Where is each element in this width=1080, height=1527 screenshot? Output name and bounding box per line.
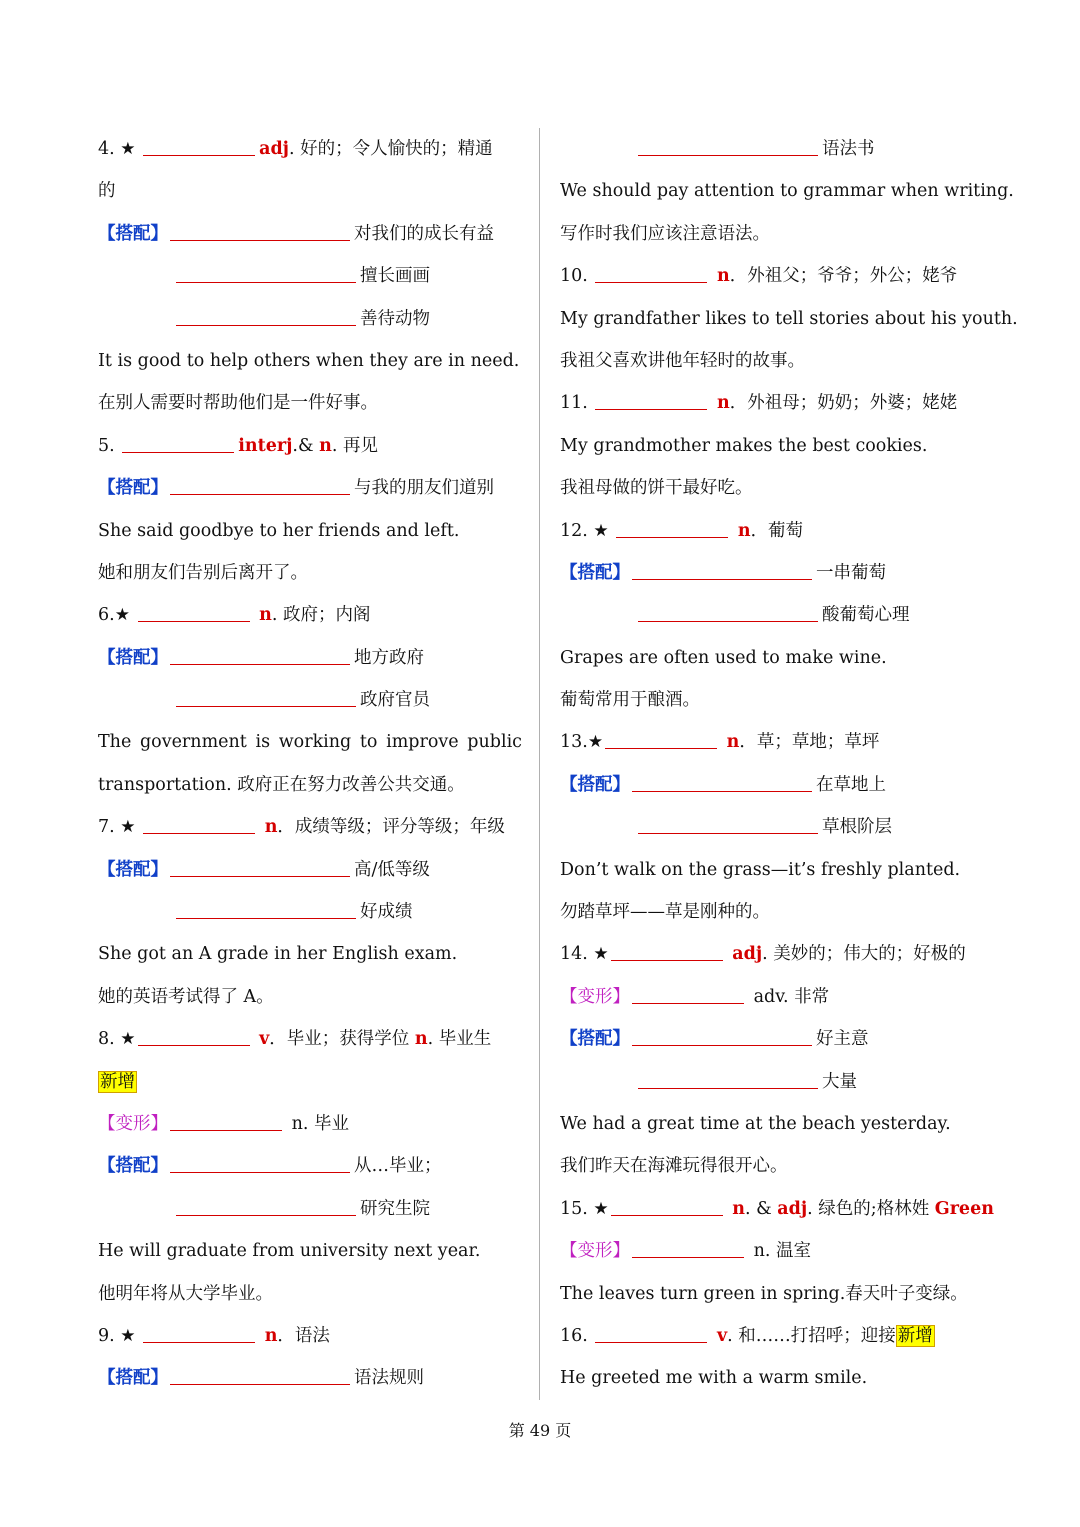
example-sentence-justified <box>98 721 522 763</box>
part-of-speech: n <box>717 393 730 414</box>
collocation-meaning: 研究生院 <box>360 1198 430 1219</box>
entry-number: 9. <box>98 1325 115 1346</box>
answer-blank[interactable] <box>170 644 350 665</box>
entry-7-header <box>98 806 522 848</box>
example-sentence: He greeted me with a warm smile. <box>560 1368 868 1389</box>
answer-blank[interactable] <box>611 940 723 961</box>
entry-11-header <box>560 382 990 424</box>
definition: . 和……打招呼；迎接 <box>727 1325 896 1346</box>
answer-blank[interactable] <box>638 813 818 834</box>
entry-number: 8. <box>98 1029 115 1050</box>
answer-blank[interactable] <box>170 474 350 495</box>
collocation-tag: 【搭配】 <box>98 223 168 244</box>
answer-blank[interactable] <box>638 135 818 156</box>
collocation-row <box>98 891 522 933</box>
collocation-meaning: 善待动物 <box>360 308 430 329</box>
collocation-meaning: 好主意 <box>816 1029 869 1050</box>
collocation-meaning: 地方政府 <box>354 647 424 668</box>
collocation-row <box>98 467 522 509</box>
entry-13-header <box>560 721 990 763</box>
example-translation: 勿踏草坪——草是刚种的。 <box>560 902 770 923</box>
example-sentence: Don’t walk on the grass—it’s freshly planted. <box>560 859 961 880</box>
example-translation: 葡萄常用于酿酒。 <box>560 690 700 711</box>
collocation-row <box>98 298 522 340</box>
collocation-tag: 【搭配】 <box>560 562 630 583</box>
definition: . 毕业生 <box>427 1029 492 1050</box>
entry-number: 7. <box>98 817 115 838</box>
collocation-tag: 【搭配】 <box>98 1156 168 1177</box>
answer-blank[interactable] <box>638 601 818 622</box>
answer-blank[interactable] <box>170 1152 350 1173</box>
answer-blank[interactable] <box>632 771 812 792</box>
entry-4-header <box>98 128 522 170</box>
star-icon: ★ <box>120 817 136 838</box>
column-divider <box>539 128 540 1400</box>
collocation-tag: 【搭配】 <box>560 1029 630 1050</box>
example-sentence: She said goodbye to her friends and left. <box>98 520 460 541</box>
collocation-meaning: 政府官员 <box>360 690 430 711</box>
entry-12-header <box>560 510 990 552</box>
star-icon: ★ <box>120 1325 136 1346</box>
word: government <box>139 732 247 753</box>
answer-blank[interactable] <box>143 1322 255 1343</box>
definition: ．语法 <box>277 1325 330 1346</box>
entry-4-definition-cont <box>98 170 522 212</box>
collocation-meaning: 对我们的成长有益 <box>354 223 494 244</box>
example-sentence: The leaves turn green in spring.春天叶子变绿。 <box>560 1283 968 1304</box>
answer-blank[interactable] <box>170 1364 350 1385</box>
part-of-speech: n <box>717 266 730 287</box>
collocation-row <box>98 1145 522 1187</box>
definition: . 绿色的;格林姓 <box>807 1198 935 1219</box>
word: working <box>278 732 352 753</box>
entry-number: 6. <box>98 605 115 626</box>
collocation-row <box>98 679 522 721</box>
entry-number: 13. <box>560 732 588 753</box>
example-translation: 她和朋友们告别后离开了。 <box>98 562 308 583</box>
definition: ．外祖父；爷爷；外公；姥爷 <box>729 266 958 287</box>
collocation-meaning: 在草地上 <box>816 774 886 795</box>
collocation-row <box>98 1188 522 1230</box>
collocation-row <box>98 213 522 255</box>
collocation-row <box>98 637 522 679</box>
example-translation: 她的英语考试得了 A。 <box>98 986 274 1007</box>
entry-number: 10. <box>560 266 588 287</box>
answer-blank[interactable] <box>176 305 356 326</box>
collocation-meaning: 从…毕业； <box>354 1156 442 1177</box>
collocation-row <box>98 849 522 891</box>
collocation-tag: 【搭配】 <box>98 1368 168 1389</box>
answer-blank[interactable] <box>176 262 356 283</box>
new-tag-row <box>98 1061 522 1103</box>
variation-meaning: n. 温室 <box>753 1241 811 1262</box>
new-badge: 新增 <box>897 1325 933 1346</box>
entry-10-header <box>560 255 990 297</box>
collocation-row <box>560 1061 990 1103</box>
entry-number: 4. <box>98 139 115 159</box>
collocation-meaning: 高/低等级 <box>354 859 430 880</box>
separator: .& <box>292 435 320 456</box>
collocation-meaning: 好成绩 <box>360 902 413 923</box>
answer-blank[interactable] <box>170 856 350 877</box>
variation-tag: 【变形】 <box>560 1241 630 1262</box>
definition: . 再见 <box>331 435 378 456</box>
entry-5-header <box>98 425 522 467</box>
example-sentence: Grapes are often used to make wine. <box>560 647 887 668</box>
star-icon: ★ <box>587 732 604 753</box>
definition: . 政府；内阁 <box>271 605 371 626</box>
answer-blank[interactable] <box>143 813 255 834</box>
definition: 的 <box>98 181 116 202</box>
collocation-row <box>560 594 990 636</box>
entry-15-header <box>560 1188 994 1230</box>
collocation-row <box>98 1357 522 1399</box>
part-of-speech: adj <box>259 139 290 159</box>
answer-blank[interactable] <box>611 1195 723 1216</box>
collocation-tag: 【搭配】 <box>98 478 168 499</box>
collocation-meaning: 草根阶层 <box>822 817 892 838</box>
example-sentence: My grandfather likes to tell stories about his youth. <box>560 308 1018 329</box>
collocation-row <box>560 128 990 170</box>
part-of-speech: interj <box>238 435 293 456</box>
example-translation: 我祖父喜欢讲他年轻时的故事。 <box>560 350 805 371</box>
definition: ．外祖母；奶奶；外婆；姥姥 <box>729 393 958 414</box>
collocation-tag: 【搭配】 <box>98 647 168 668</box>
collocation-row <box>560 764 990 806</box>
example-sentence: It is good to help others when they are in need. <box>98 350 520 371</box>
answer-blank[interactable] <box>170 220 350 241</box>
part-of-speech: v <box>717 1325 728 1346</box>
variation-row <box>560 1230 990 1272</box>
right-column <box>560 128 1018 1400</box>
part-of-speech: n <box>264 1325 278 1346</box>
answer-blank[interactable] <box>595 1322 707 1343</box>
part-of-speech: n <box>264 817 278 838</box>
answer-blank[interactable] <box>143 135 255 156</box>
surname-green: Green <box>934 1198 994 1219</box>
example-sentence: My grandmother makes the best cookies. <box>560 435 928 456</box>
example-translation: 我祖母做的饼干最好吃。 <box>560 478 753 499</box>
collocation-tag: 【搭配】 <box>560 774 630 795</box>
variation-meaning: n. 毕业 <box>291 1113 349 1134</box>
definition: ．草；草地；草坪 <box>739 732 880 753</box>
star-icon: ★ <box>120 1029 136 1050</box>
entry-16-header <box>560 1315 990 1357</box>
part-of-speech: adj <box>777 1198 808 1219</box>
answer-blank[interactable] <box>632 559 812 580</box>
definition: . 美妙的；伟大的；好极的 <box>762 944 966 965</box>
answer-blank[interactable] <box>176 898 356 919</box>
collocation-meaning: 语法书 <box>822 139 875 159</box>
entry-9-header <box>98 1315 522 1357</box>
separator: . & <box>744 1198 778 1219</box>
definition: ．葡萄 <box>750 520 804 541</box>
part-of-speech: adj <box>732 944 763 965</box>
collocation-row <box>560 806 990 848</box>
answer-blank[interactable] <box>176 1195 356 1216</box>
entry-number: 16. <box>560 1325 588 1346</box>
star-icon: ★ <box>593 520 609 541</box>
answer-blank[interactable] <box>595 389 707 410</box>
collocation-meaning: 与我的朋友们道别 <box>354 478 494 499</box>
definition: ．成绩等级；评分等级；年级 <box>277 817 505 838</box>
example-sentence: We had a great time at the beach yesterday. <box>560 1113 951 1134</box>
answer-blank[interactable] <box>138 601 250 622</box>
collocation-tag: 【搭配】 <box>98 859 168 880</box>
collocation-row <box>560 1018 990 1060</box>
example-sentence-cont: transportation. 政府正在努力改善公共交通。 <box>98 774 465 795</box>
example-translation: 写作时我们应该注意语法。 <box>560 223 770 244</box>
left-column <box>98 128 522 1400</box>
variation-meaning: adv. 非常 <box>753 986 830 1007</box>
example-sentence: She got an A grade in her English exam. <box>98 944 458 965</box>
variation-tag: 【变形】 <box>98 1113 168 1134</box>
star-icon: ★ <box>593 1198 609 1219</box>
entry-6-header <box>98 594 522 636</box>
answer-blank[interactable] <box>595 262 707 283</box>
part-of-speech: v <box>259 1029 270 1050</box>
entry-number: 15. <box>560 1198 588 1219</box>
word: improve <box>386 732 459 753</box>
collocation-meaning: 语法规则 <box>354 1368 424 1389</box>
entry-number: 12. <box>560 520 588 541</box>
example-translation: 他明年将从大学毕业。 <box>98 1283 273 1304</box>
answer-blank[interactable] <box>122 432 234 453</box>
star-icon: ★ <box>120 139 136 159</box>
part-of-speech: n <box>737 520 751 541</box>
collocation-meaning: 大量 <box>822 1071 857 1092</box>
answer-blank[interactable] <box>138 1025 250 1046</box>
collocation-meaning: 擅长画画 <box>360 266 430 287</box>
collocation-meaning: 一串葡萄 <box>816 562 886 583</box>
collocation-meaning: 酸葡萄心理 <box>822 605 910 626</box>
answer-blank[interactable] <box>605 728 717 749</box>
entry-8-header <box>98 1018 522 1060</box>
page-number: 第 49 页 <box>508 1421 572 1440</box>
word: The <box>98 732 132 753</box>
entry-number: 5. <box>98 435 115 456</box>
collocation-row <box>98 255 522 297</box>
entry-14-header <box>560 933 990 975</box>
answer-blank[interactable] <box>616 517 728 538</box>
variation-row <box>98 1103 522 1145</box>
entry-number: 14. <box>560 944 588 965</box>
example-translation: 我们昨天在海滩玩得很开心。 <box>560 1156 788 1177</box>
star-icon: ★ <box>114 605 130 626</box>
star-icon: ★ <box>593 944 609 965</box>
example-sentence: He will graduate from university next year. <box>98 1241 481 1262</box>
answer-blank[interactable] <box>632 983 744 1004</box>
collocation-row <box>560 552 990 594</box>
entry-number: 11. <box>560 393 588 414</box>
answer-blank[interactable] <box>632 1237 744 1258</box>
part-of-speech: n <box>259 605 272 626</box>
definition: ．毕业；获得学位 <box>269 1029 410 1050</box>
answer-blank[interactable] <box>170 1110 282 1131</box>
word: public <box>467 732 522 753</box>
word: to <box>359 732 378 753</box>
example-sentence: We should pay attention to grammar when writing. <box>560 181 1014 202</box>
new-badge: 新增 <box>100 1071 135 1092</box>
definition: . 好的；令人愉快的；精通 <box>289 139 493 159</box>
answer-blank[interactable] <box>632 1025 812 1046</box>
part-of-speech: n <box>726 732 740 753</box>
word: is <box>255 732 271 753</box>
variation-row <box>560 976 990 1018</box>
part-of-speech: n <box>414 1029 428 1050</box>
answer-blank[interactable] <box>176 686 356 707</box>
part-of-speech: n <box>732 1198 745 1219</box>
variation-tag: 【变形】 <box>560 986 630 1007</box>
answer-blank[interactable] <box>638 1068 818 1089</box>
example-translation: 在别人需要时帮助他们是一件好事。 <box>98 393 378 414</box>
part-of-speech: n <box>319 435 332 456</box>
